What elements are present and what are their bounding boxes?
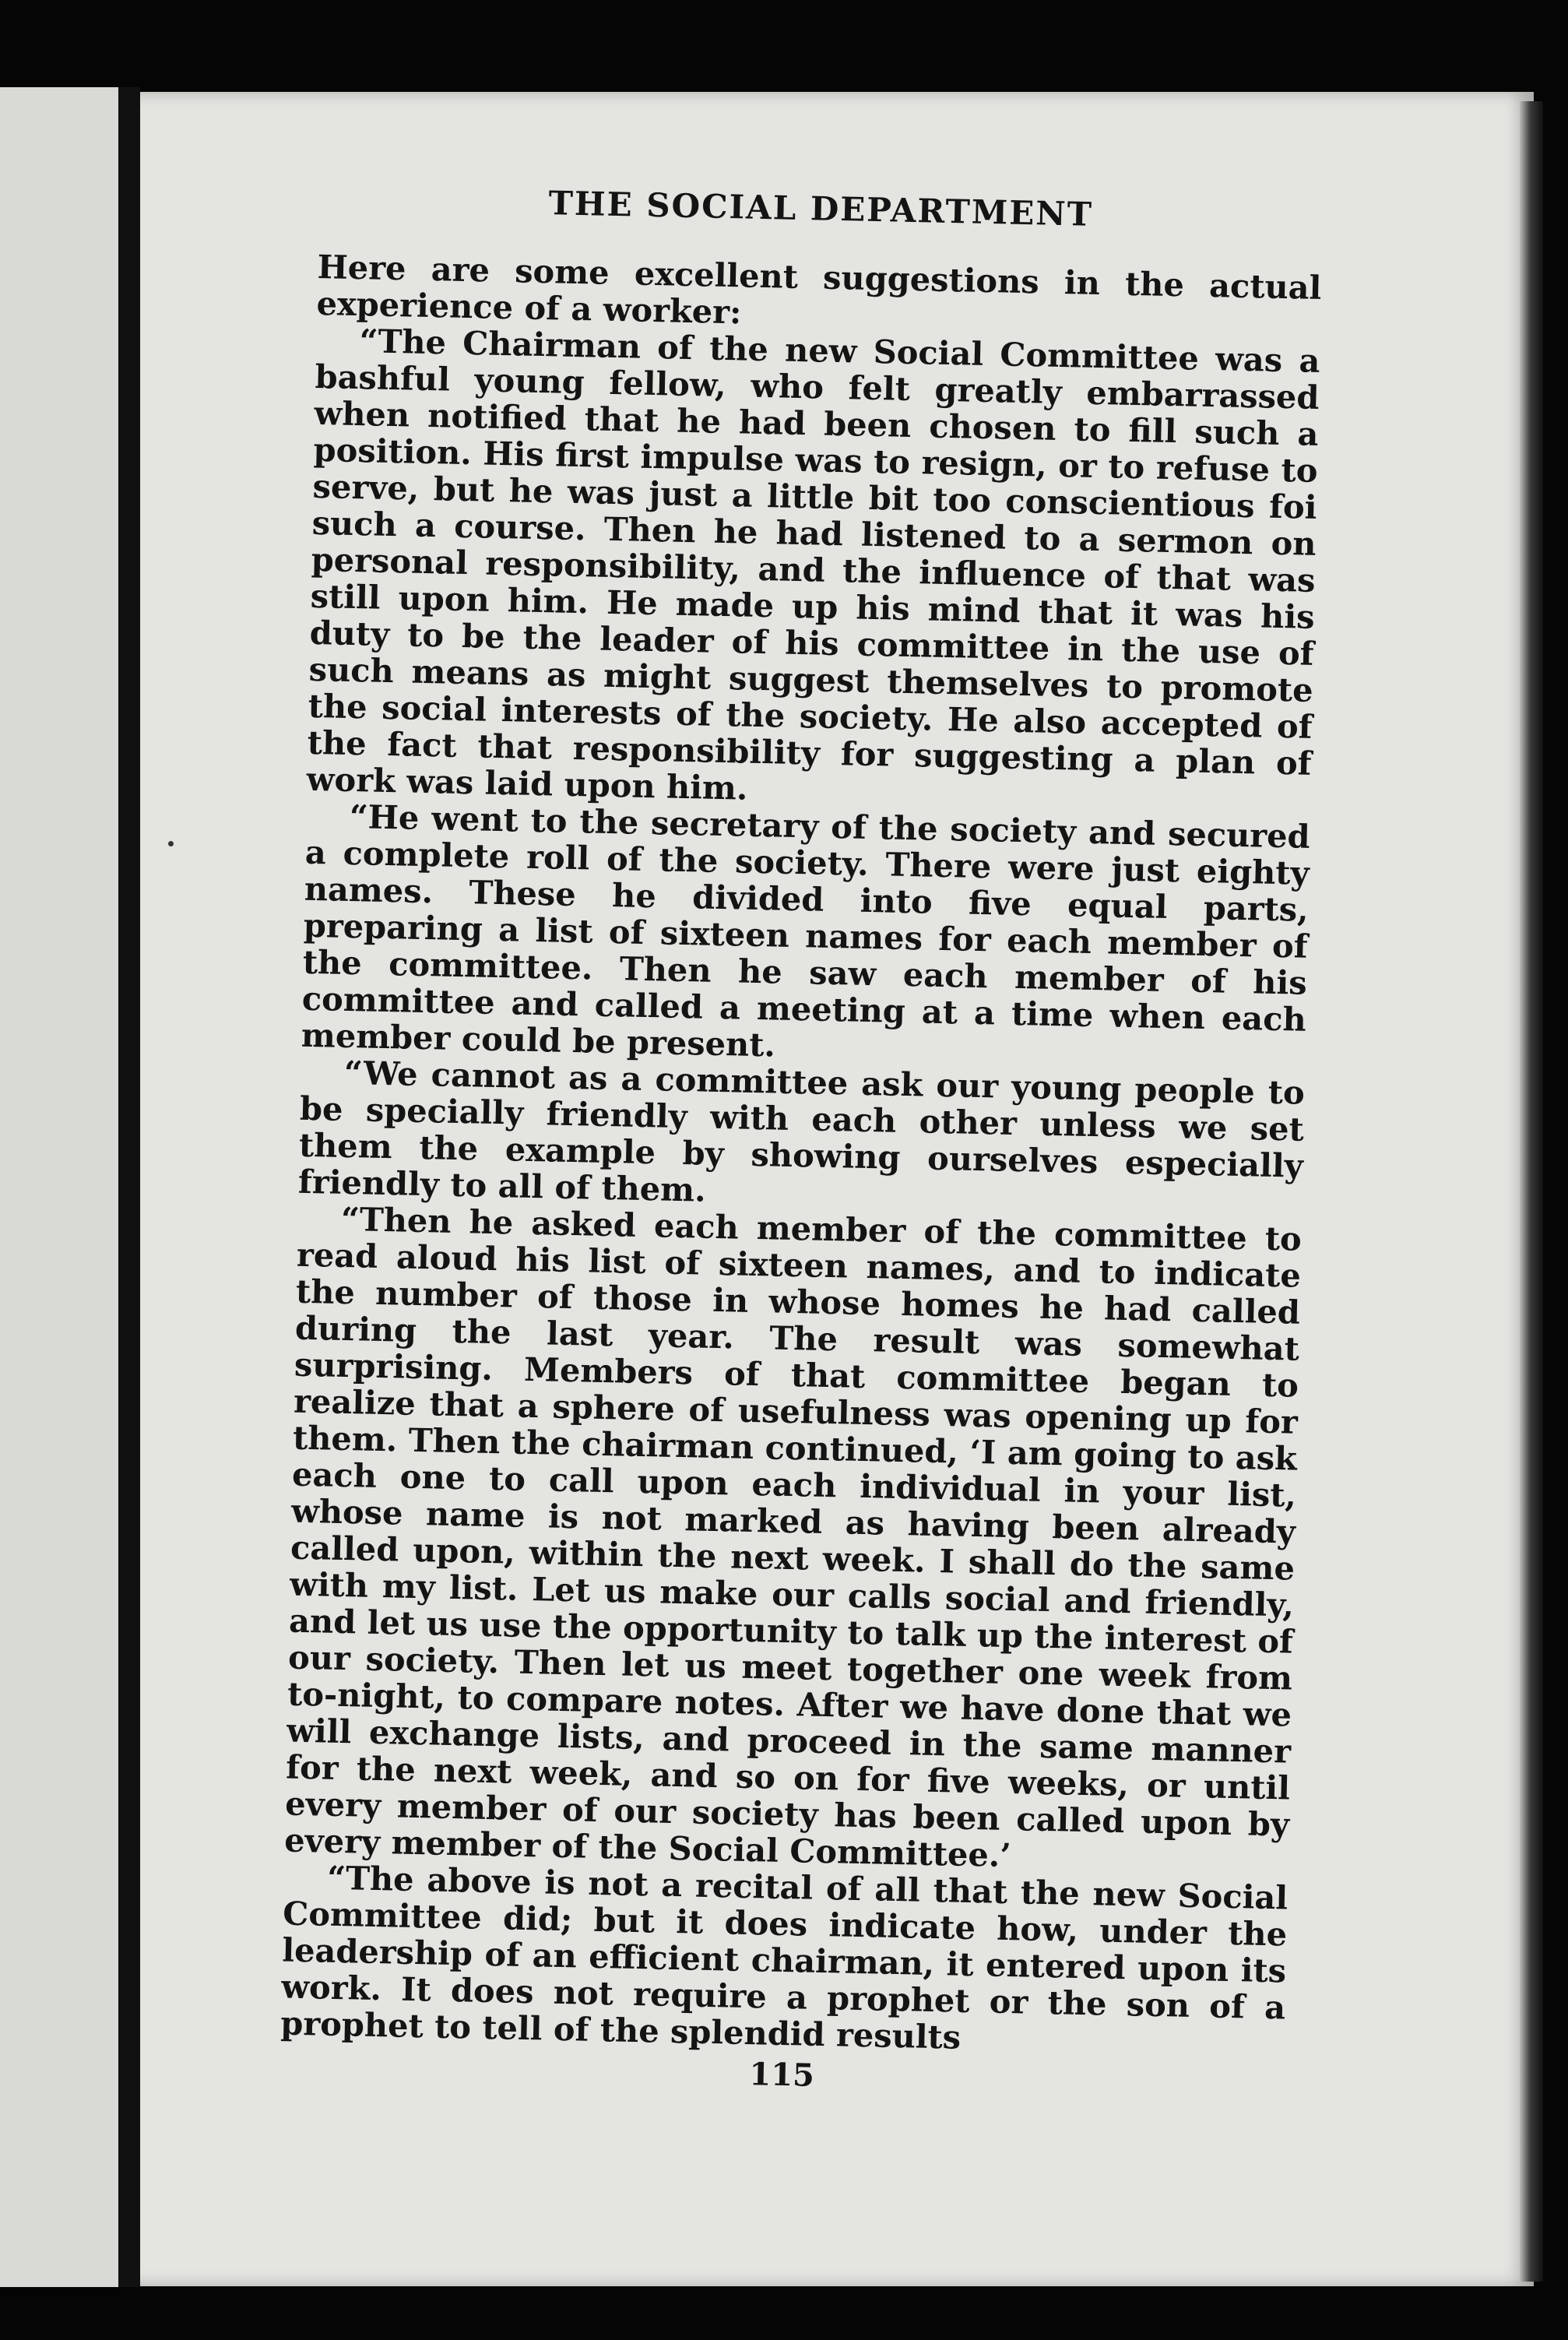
page-text-block [279, 179, 1324, 2103]
paragraph-closing: “The above is not a recital of all that the new Social Committee did; but it does indicate how, under the leadership of an efficient chairman, it entered upon its work. It does not require a prophet or the son of a prophet to tell of the splendid results [279, 1858, 1289, 2057]
paragraph-lists: “Then he asked each member of the committee to read aloud his list of sixteen names, and to indicate the number of those in whose homes he had called during the last year. The result was somewhat surprising. Members of that committee began to realize that a sphere of usefulness was opening up for them. Then the chairman continued, ‘I am going to ask each one to call upon each individual in your list, whose name is not marked as having been already called upon, within the next week. I shall do the same with my list. Let us make our calls social and friendly, and let us use the opportunity to talk up the interest of our society. Then let us meet together one week from to-night, to compare notes. After we have done that we will exchange lists, and proceed in the same manner for the next week, and so on for five weeks, or until every member of our society has been called upon by every member of the Social Committee.’ [283, 1199, 1303, 1875]
running-head: THE SOCIAL DEPARTMENT [548, 184, 1094, 234]
paragraph-example: “We cannot as a committee ask our young people to be specially friendly with each other unless we set them the example by showing ourselves especially friendly to all of them. [297, 1053, 1306, 1209]
ink-speck [168, 841, 174, 846]
page-number: 115 [748, 2056, 815, 2094]
scan-border-bottom [0, 2287, 1568, 2340]
page-edge-shadow [1520, 101, 1543, 2282]
paragraph-intro: Here are some excellent suggestions in the actual experience of a worker: [316, 247, 1322, 332]
paragraph-chairman: “The Chairman of the new Social Committee was a bashful young fellow, who felt greatly embarrassed when notified that he had been chosen to fill such a position. His first impulse was to resign, or to refuse to serve, but he was just a little bit too conscientious foi such a course. Then he had listened to a sermon on personal responsibility, and the influence of that was still upon him. He made up his mind that it was his duty to be the leader of his committee in the use of such means as might suggest themselves to promote the social interests of the society. He also accepted of the fact that responsibility for suggesting a plan of work was laid upon him. [306, 322, 1320, 808]
paragraph-secretary: “He went to the secretary of the society and secured a complete roll of the society. There were just eighty names. These he divided into five equal parts, preparing a list of sixteen names for each member of the committee. Then he saw each member of his committee and called a meeting at a time when each member could be present. [301, 797, 1311, 1064]
book-gutter [118, 87, 140, 2287]
facing-page-edge [0, 87, 118, 2287]
